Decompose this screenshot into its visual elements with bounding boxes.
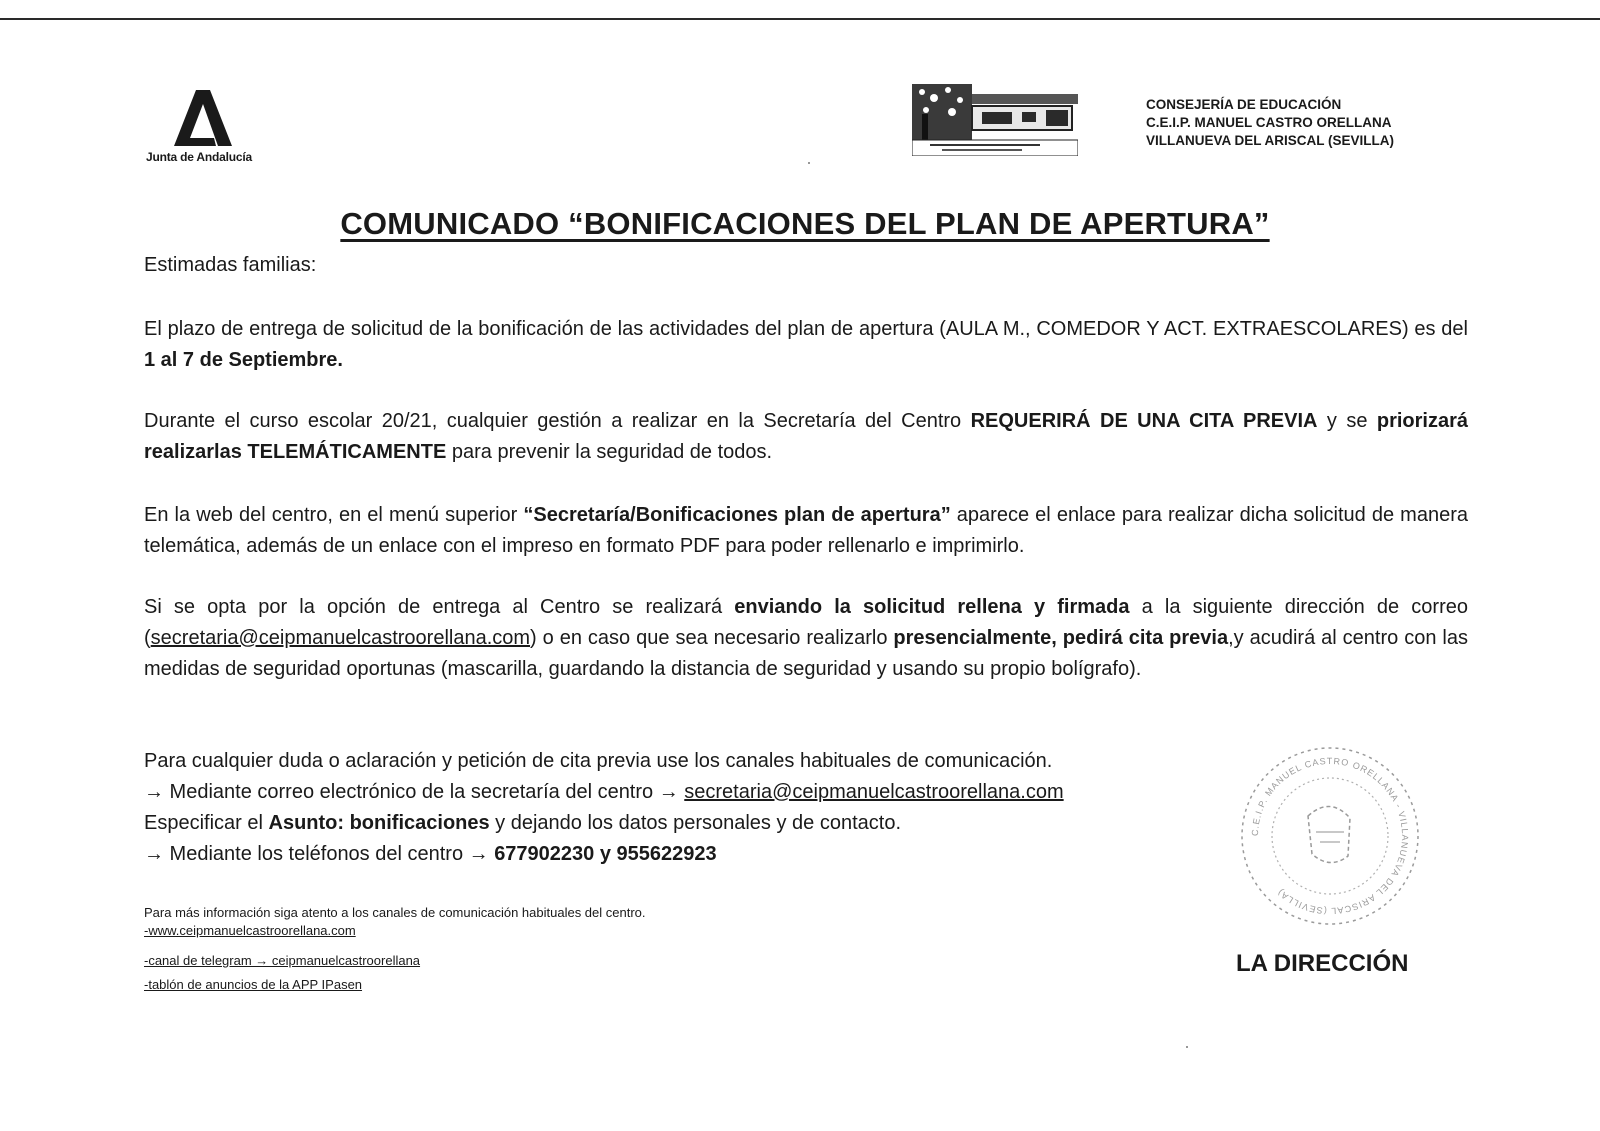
footer-info	[144, 900, 646, 998]
p4-bold-1: enviando la solicitud rellena y firmada	[734, 596, 1130, 618]
p4-email-link[interactable]: secretaria@ceipmanuelcastroorellana.com	[150, 627, 531, 649]
contact-phone-label: → Mediante los teléfonos del centro →	[144, 843, 495, 865]
junta-logo-caption: Junta de Andalucía	[146, 150, 252, 164]
p4-text-4: ,y acudirá al centro con las medidas de seguridad oportunas (mascarilla, guardando la distancia de seguridad y usando su propio bolígrafo).	[144, 627, 1468, 680]
contact-phone-line	[144, 839, 1064, 870]
contact-block	[144, 746, 1064, 870]
contact-email-link[interactable]: secretaria@ceipmanuelcastroorellana.com	[684, 781, 1064, 803]
contact-subject: Asunto: bonificaciones	[268, 812, 490, 834]
paragraph-deadline	[144, 314, 1468, 376]
p4-text-3: ) o en caso que sea necesario realizarlo	[530, 627, 894, 649]
paragraph-web	[144, 500, 1468, 562]
header-line-town: VILLANUEVA DEL ARISCAL (SEVILLA)	[1146, 133, 1395, 148]
scan-speck	[808, 162, 810, 164]
header-line-consejeria: CONSEJERÍA DE EDUCACIÓN	[1146, 97, 1342, 112]
p3-text-2: aparece el enlace para realizar dicha solicitud de manera telemática, además de un enlace con el impreso en formato PDF para poder rellenarlo e imprimirlo.	[144, 504, 1468, 557]
p4-text-2: a la siguiente dirección de correo (	[144, 596, 1468, 649]
p2-bold-2: priorizará realizarlas TELEMÁTICAMENTE	[144, 410, 1469, 463]
contact-intro: Para cualquier duda o aclaración y petición de cita previa use los canales habituales de comunicación.	[144, 750, 1053, 772]
header-line-school: C.E.I.P. MANUEL CASTRO ORELLANA	[1146, 115, 1392, 130]
contact-phones: 677902230 y 955622923	[494, 843, 717, 865]
top-rule	[0, 18, 1600, 20]
greeting: Estimadas familias:	[144, 254, 317, 276]
stamp-text: C.E.I.P. MANUEL CASTRO ORELLANA - VILLANUEVA DEL ARISCAL (SEVILLA)	[1249, 755, 1411, 917]
footer-intro: Para más información siga atento a los canales de comunicación habituales del centro.	[144, 905, 646, 920]
footer-web-link[interactable]: -www.ceipmanuelcastroorellana.com	[144, 923, 356, 938]
paragraph-cita-previa	[144, 406, 1468, 468]
footer-ipasen-link[interactable]: -tablón de anuncios de la APP IPasen	[144, 977, 363, 992]
p1-text: El plazo de entrega de solicitud de la bonificación de las actividades del plan de apertura (AULA M., COMEDOR Y ACT. EXTRAESCOLARES) es del	[144, 318, 1468, 340]
signature: LA DIRECCIÓN	[1236, 950, 1409, 977]
p3-text-1: En la web del centro, en el menú superior	[144, 504, 524, 526]
p2-bold-1: REQUERIRÁ DE UNA CITA PREVIA	[970, 410, 1318, 432]
p4-text-1: Si se opta por la opción de entrega al Centro se realizará	[144, 596, 735, 618]
p2-text-2: y se	[1317, 410, 1377, 432]
contact-email-label: → Mediante correo electrónico de la secretaría del centro →	[144, 781, 685, 803]
page-title: COMUNICADO “BONIFICACIONES DEL PLAN DE APERTURA”	[340, 206, 1270, 241]
p2-text-1: Durante el curso escolar 20/21, cualquier gestión a realizar en la Secretaría del Centro	[144, 410, 971, 432]
school-photo-icon	[912, 84, 1078, 156]
p2-text-3: para prevenir la seguridad de todos.	[446, 441, 773, 463]
contact-email-line	[144, 777, 1064, 808]
school-header	[1146, 96, 1394, 150]
p4-bold-2: presencialmente, pedirá cita previa	[893, 627, 1229, 649]
junta-logo-icon	[174, 90, 234, 148]
junta-de-andalucia-logo	[146, 90, 270, 164]
contact-subject-text-2: y dejando los datos personales y de contacto.	[489, 812, 902, 834]
footer-telegram-link[interactable]: -canal de telegram → ceipmanuelcastroorellana	[144, 953, 421, 968]
contact-subject-line	[144, 808, 1064, 839]
contact-subject-text-1: Especificar el	[144, 812, 269, 834]
paragraph-delivery	[144, 592, 1468, 685]
p1-dates: 1 al 7 de Septiembre.	[144, 349, 343, 371]
school-stamp-icon	[1230, 736, 1430, 936]
scan-speck	[1186, 1046, 1188, 1048]
p3-menu-path: “Secretaría/Bonificaciones plan de apertura”	[523, 504, 951, 526]
